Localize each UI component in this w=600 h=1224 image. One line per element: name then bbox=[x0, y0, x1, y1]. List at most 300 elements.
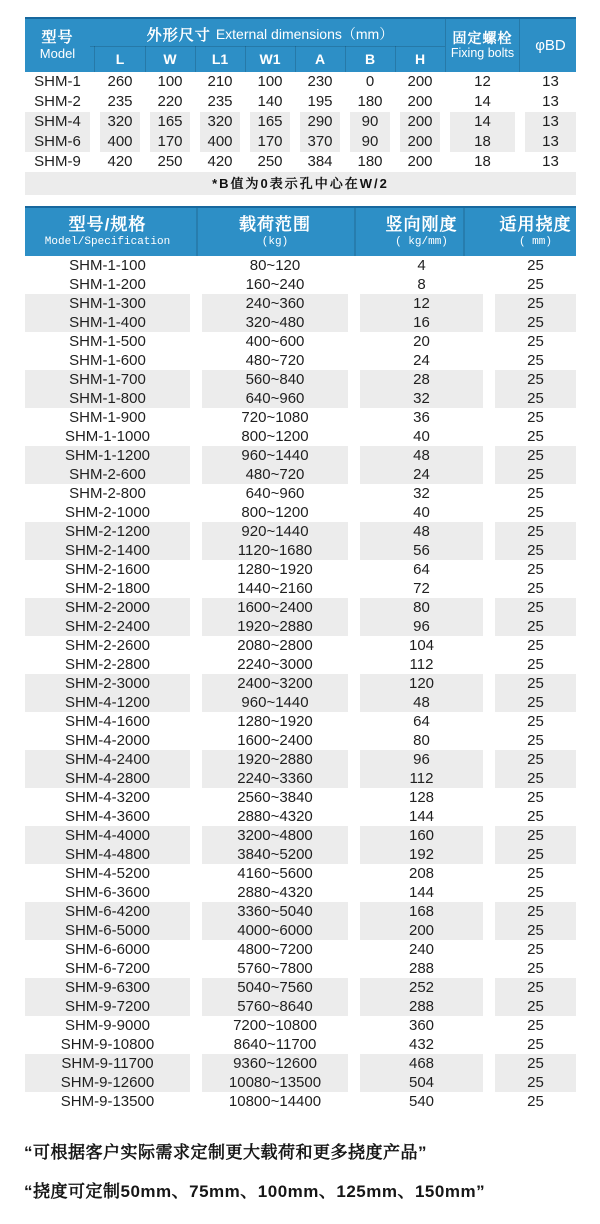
specification-row-cell: 64 bbox=[413, 561, 430, 578]
specification-row-cell: SHM-1-1000 bbox=[64, 428, 151, 445]
divider bbox=[94, 46, 95, 72]
dimensions-row-cell: 235 bbox=[107, 93, 133, 110]
specification-row-cell: 468 bbox=[360, 1054, 483, 1073]
specification-row-cell: 64 bbox=[413, 713, 430, 730]
specification-row-cell: 24 bbox=[360, 465, 483, 484]
specification-row-cell: 25 bbox=[527, 409, 544, 426]
specification-row-cell: 9360~12600 bbox=[202, 1054, 348, 1073]
dimensions-row-cell: 290 bbox=[300, 112, 340, 132]
spec-header-deflection-en: ( mm) bbox=[518, 236, 552, 249]
specification-row-cell: 96 bbox=[360, 617, 483, 636]
specification-row-cell: 25 bbox=[495, 313, 576, 332]
specification-row-cell: 25 bbox=[527, 580, 544, 597]
specification-row-cell: 252 bbox=[360, 978, 483, 997]
specification-row bbox=[25, 1092, 576, 1111]
divider bbox=[245, 46, 246, 72]
specification-row-cell: 25 bbox=[495, 465, 576, 484]
dimensions-row-cell: 200 bbox=[407, 73, 433, 90]
specification-row-cell: 16 bbox=[360, 313, 483, 332]
specification-row bbox=[25, 712, 576, 731]
dimensions-row-cell: 100 bbox=[157, 73, 183, 90]
specification-row-cell: 7200~10800 bbox=[233, 1017, 317, 1034]
specification-row-cell: 25 bbox=[495, 693, 576, 712]
specification-row-cell: 32 bbox=[413, 485, 430, 502]
specification-row-cell: SHM-6-4200 bbox=[25, 902, 190, 921]
specification-row-cell: 25 bbox=[495, 997, 576, 1016]
spec-header-stiffness-en: ( kg/mm) bbox=[395, 236, 448, 249]
specification-row-cell: 540 bbox=[408, 1093, 435, 1110]
model-column-header bbox=[25, 19, 90, 72]
specification-row-cell: SHM-4-3600 bbox=[64, 808, 151, 825]
specification-row-cell: 1280~1920 bbox=[237, 561, 313, 578]
specification-row bbox=[25, 313, 576, 332]
specification-row-cell: 25 bbox=[495, 769, 576, 788]
specification-row-cell: 25 bbox=[527, 561, 544, 578]
specification-row bbox=[25, 1035, 576, 1054]
dimensions-row-cell: 180 bbox=[357, 153, 383, 170]
column-header-A: A bbox=[314, 50, 326, 67]
specification-row bbox=[25, 864, 576, 883]
specification-row-cell: 960~1440 bbox=[202, 693, 348, 712]
specification-row-cell: 112 bbox=[409, 656, 434, 673]
dimensions-row-cell: SHM-9 bbox=[34, 153, 81, 170]
specification-row-cell: 25 bbox=[527, 333, 544, 350]
specification-row bbox=[25, 427, 576, 446]
specification-row-cell: 25 bbox=[495, 750, 576, 769]
specification-row bbox=[25, 503, 576, 522]
dimensions-row-cell: 235 bbox=[207, 93, 233, 110]
divider bbox=[90, 46, 445, 47]
specification-row bbox=[25, 731, 576, 750]
specification-row-cell: 4160~5600 bbox=[237, 865, 313, 882]
specification-row bbox=[25, 978, 576, 997]
specification-row-cell: 1920~2880 bbox=[202, 617, 348, 636]
dimensions-row-cell: 13 bbox=[525, 132, 576, 152]
specification-row-cell: 3360~5040 bbox=[202, 902, 348, 921]
specification-row-cell: 160~240 bbox=[245, 276, 305, 293]
specification-row-cell: 96 bbox=[360, 750, 483, 769]
specification-row-cell: 25 bbox=[527, 1017, 544, 1034]
divider bbox=[345, 46, 346, 72]
specification-row-cell: 25 bbox=[527, 732, 544, 749]
specification-row-cell: SHM-2-1600 bbox=[64, 561, 151, 578]
divider bbox=[463, 208, 465, 256]
specification-row-cell: SHM-4-5200 bbox=[64, 865, 151, 882]
specification-row-cell: 25 bbox=[527, 1093, 544, 1110]
specification-row bbox=[25, 655, 576, 674]
dimensions-row-cell: 320 bbox=[100, 112, 140, 132]
specification-row-cell: 800~1200 bbox=[241, 428, 309, 445]
specification-row-cell: 25 bbox=[527, 504, 544, 521]
specification-row bbox=[25, 446, 576, 465]
specification-row-cell: SHM-2-1000 bbox=[64, 504, 151, 521]
dimensions-row-cell: 400 bbox=[200, 132, 240, 152]
specification-row bbox=[25, 674, 576, 693]
specification-row-cell: 920~1440 bbox=[202, 522, 348, 541]
specification-row bbox=[25, 256, 576, 275]
specification-row-cell: 25 bbox=[495, 978, 576, 997]
divider bbox=[445, 19, 446, 72]
dimensions-row-cell: 0 bbox=[365, 73, 375, 90]
specification-row-cell: 36 bbox=[413, 409, 430, 426]
specification-row-cell: 25 bbox=[527, 960, 544, 977]
specification-row-cell: SHM-9-10800 bbox=[60, 1036, 155, 1053]
dimensions-row-cell: 13 bbox=[542, 93, 559, 110]
bolts-header-en: Fixing bolts bbox=[450, 46, 515, 61]
specification-row-cell: 3200~4800 bbox=[202, 826, 348, 845]
specification-row-cell: 8640~11700 bbox=[233, 1036, 317, 1053]
spec-column-header-load-range bbox=[202, 208, 348, 256]
dimensions-table bbox=[25, 17, 576, 195]
bd-column-header: φBD bbox=[535, 37, 566, 54]
specification-row-cell: 2880~4320 bbox=[237, 808, 313, 825]
column-header-W: W bbox=[163, 50, 177, 67]
spec-header-model-en: Model/Specification bbox=[44, 236, 171, 249]
specification-row-cell: SHM-2-1400 bbox=[25, 541, 190, 560]
dimensions-row-cell: 13 bbox=[542, 73, 559, 90]
dimensions-row-cell: 13 bbox=[525, 112, 576, 132]
dimensions-row-cell: 420 bbox=[207, 153, 233, 170]
dimensions-row-cell: 170 bbox=[150, 132, 190, 152]
specification-row-cell: 25 bbox=[495, 598, 576, 617]
dimensions-row-cell: SHM-6 bbox=[25, 132, 90, 152]
divider bbox=[195, 46, 196, 72]
specification-row-cell: SHM-1-900 bbox=[69, 409, 146, 426]
dimensions-row-cell: 14 bbox=[474, 93, 491, 110]
specification-row-cell: 3840~5200 bbox=[202, 845, 348, 864]
dimensions-row bbox=[25, 72, 576, 92]
specification-row-cell: 200 bbox=[360, 921, 483, 940]
specification-row-cell: 25 bbox=[495, 446, 576, 465]
specification-row-cell: 1600~2400 bbox=[202, 598, 348, 617]
specification-row-cell: 10800~14400 bbox=[228, 1093, 322, 1110]
specification-row-cell: SHM-2-3000 bbox=[25, 674, 190, 693]
specification-row-cell: 2560~3840 bbox=[237, 789, 313, 806]
specification-row-cell: 480~720 bbox=[245, 352, 305, 369]
specification-row-cell: SHM-9-9000 bbox=[64, 1017, 151, 1034]
specification-row bbox=[25, 389, 576, 408]
specification-row-cell: 1280~1920 bbox=[237, 713, 313, 730]
specification-row-cell: SHM-2-2400 bbox=[25, 617, 190, 636]
bolts-header-cn: 固定螺栓 bbox=[452, 29, 513, 46]
specification-row-cell: 240~360 bbox=[202, 294, 348, 313]
dimensions-row-cell: 100 bbox=[257, 73, 283, 90]
specification-row-cell: 40 bbox=[413, 504, 430, 521]
dimensions-row-cell: 165 bbox=[250, 112, 290, 132]
dimensions-row-cell: 200 bbox=[407, 93, 433, 110]
specification-row-cell: 560~840 bbox=[202, 370, 348, 389]
specification-row bbox=[25, 370, 576, 389]
specification-row bbox=[25, 541, 576, 560]
dimensions-row-cell: 320 bbox=[200, 112, 240, 132]
specification-row-cell: SHM-1-400 bbox=[25, 313, 190, 332]
specification-row-cell: 12 bbox=[360, 294, 483, 313]
dimensions-row-cell: 250 bbox=[157, 153, 183, 170]
spec-header-stiffness-cn: 竖向刚度 bbox=[385, 214, 458, 234]
specification-row-cell: 25 bbox=[495, 617, 576, 636]
specification-row-cell: 25 bbox=[527, 713, 544, 730]
specification-row-cell: 640~960 bbox=[202, 389, 348, 408]
specification-row bbox=[25, 940, 576, 959]
spec-header-deflection-cn: 适用挠度 bbox=[499, 214, 572, 234]
specification-row-cell: 960~1440 bbox=[202, 446, 348, 465]
spec-header-load-en: (kg) bbox=[261, 236, 289, 249]
specification-row bbox=[25, 484, 576, 503]
specification-row bbox=[25, 845, 576, 864]
dimensions-row-cell: 180 bbox=[357, 93, 383, 110]
specification-row-cell: 72 bbox=[413, 580, 430, 597]
specification-row-cell: 24 bbox=[413, 352, 430, 369]
specification-row-cell: 1920~2880 bbox=[202, 750, 348, 769]
specification-row-cell: SHM-9-6300 bbox=[25, 978, 190, 997]
specification-row bbox=[25, 902, 576, 921]
footnotes bbox=[24, 1142, 584, 1203]
dimensions-row-cell: 200 bbox=[400, 132, 440, 152]
specification-row-cell: 4800~7200 bbox=[237, 941, 313, 958]
specification-row-cell: SHM-2-600 bbox=[25, 465, 190, 484]
dimensions-row-cell: 13 bbox=[542, 153, 559, 170]
specification-row-cell: 288 bbox=[408, 960, 435, 977]
specification-row-cell: SHM-6-3600 bbox=[64, 884, 151, 901]
dimensions-row bbox=[25, 132, 576, 152]
specification-row bbox=[25, 921, 576, 940]
dimensions-row-cell: SHM-2 bbox=[34, 93, 81, 110]
specification-row-cell: 160 bbox=[360, 826, 483, 845]
divider bbox=[519, 19, 520, 72]
spec-column-header-deflection bbox=[495, 208, 576, 256]
specification-row-cell: 25 bbox=[495, 522, 576, 541]
specification-row-cell: 2240~3000 bbox=[237, 656, 313, 673]
specification-row-cell: 144 bbox=[408, 884, 435, 901]
external-dimensions-title bbox=[90, 19, 450, 45]
dimensions-row-cell: 18 bbox=[450, 132, 515, 152]
specification-row-cell: 192 bbox=[360, 845, 483, 864]
specification-row-cell: SHM-9-11700 bbox=[25, 1054, 190, 1073]
specification-row-cell: SHM-9-12600 bbox=[25, 1073, 190, 1092]
specification-row-cell: SHM-1-100 bbox=[69, 257, 146, 274]
spec-header-model-cn: 型号/规格 bbox=[68, 214, 147, 234]
model-header-cn: 型号 bbox=[41, 29, 74, 47]
specification-row-cell: 4000~6000 bbox=[202, 921, 348, 940]
specification-row-cell: 5760~8640 bbox=[202, 997, 348, 1016]
specification-row-cell: 640~960 bbox=[245, 485, 305, 502]
specification-row-cell: 1440~2160 bbox=[237, 580, 313, 597]
specification-row-cell: SHM-1-800 bbox=[25, 389, 190, 408]
specification-row-cell: 25 bbox=[527, 865, 544, 882]
specification-row bbox=[25, 883, 576, 902]
specification-row bbox=[25, 579, 576, 598]
specification-row bbox=[25, 750, 576, 769]
dimensions-row-cell: 18 bbox=[474, 153, 491, 170]
specification-row-cell: 28 bbox=[360, 370, 483, 389]
divider bbox=[295, 46, 296, 72]
dimensions-row bbox=[25, 112, 576, 132]
column-header-B: B bbox=[364, 50, 376, 67]
model-header-en: Model bbox=[39, 45, 76, 61]
spec-header-load-cn: 载荷范围 bbox=[239, 214, 311, 234]
dims-title-en: External dimensions（mm） bbox=[215, 26, 394, 42]
specification-row-cell: 25 bbox=[527, 808, 544, 825]
specification-row-cell: 25 bbox=[527, 257, 544, 274]
specification-row-cell: 25 bbox=[495, 674, 576, 693]
specification-row-cell: 120 bbox=[360, 674, 483, 693]
specification-row-cell: 800~1200 bbox=[241, 504, 309, 521]
specification-row-cell: SHM-2-2600 bbox=[64, 637, 151, 654]
specification-row-cell: 25 bbox=[495, 541, 576, 560]
dimensions-row-cell: 165 bbox=[150, 112, 190, 132]
specification-row-cell: SHM-4-1200 bbox=[25, 693, 190, 712]
specification-table-body bbox=[25, 256, 576, 1111]
specification-row-cell: SHM-9-13500 bbox=[60, 1093, 155, 1110]
specification-row-cell: SHM-6-7200 bbox=[64, 960, 151, 977]
dimensions-row-cell: 140 bbox=[257, 93, 283, 110]
specification-row-cell: SHM-1-1200 bbox=[25, 446, 190, 465]
specification-row-cell: 208 bbox=[408, 865, 435, 882]
specification-row-cell: 25 bbox=[495, 294, 576, 313]
specification-row-cell: SHM-1-200 bbox=[69, 276, 146, 293]
specification-row-cell: 1120~1680 bbox=[202, 541, 348, 560]
specification-row-cell: SHM-9-7200 bbox=[25, 997, 190, 1016]
specification-row-cell: SHM-2-1800 bbox=[64, 580, 151, 597]
specification-row bbox=[25, 636, 576, 655]
specification-row-cell: 25 bbox=[527, 428, 544, 445]
specification-row-cell: 8 bbox=[417, 276, 426, 293]
specification-row-cell: 2240~3360 bbox=[202, 769, 348, 788]
dimensions-row-cell: 220 bbox=[157, 93, 183, 110]
specification-row bbox=[25, 275, 576, 294]
specification-row-cell: 25 bbox=[527, 352, 544, 369]
dimensions-row-cell: 195 bbox=[307, 93, 333, 110]
dimensions-row-cell: 210 bbox=[207, 73, 233, 90]
specification-row-cell: 25 bbox=[527, 637, 544, 654]
specification-row-cell: 25 bbox=[495, 826, 576, 845]
specification-row-cell: 2880~4320 bbox=[237, 884, 313, 901]
column-header-L: L bbox=[115, 50, 125, 67]
specification-row-cell: 432 bbox=[408, 1036, 435, 1053]
specification-row-cell: 56 bbox=[360, 541, 483, 560]
specification-row bbox=[25, 1054, 576, 1073]
divider bbox=[395, 46, 396, 72]
specification-row-cell: SHM-2-800 bbox=[69, 485, 146, 502]
dims-title-cn: 外形尺寸 bbox=[146, 26, 211, 44]
specification-row-cell: 25 bbox=[495, 921, 576, 940]
specification-row bbox=[25, 408, 576, 427]
specification-row bbox=[25, 997, 576, 1016]
specification-row-cell: 320~480 bbox=[202, 313, 348, 332]
specification-table bbox=[25, 206, 576, 1111]
specification-row bbox=[25, 769, 576, 788]
specification-row-cell: 288 bbox=[360, 997, 483, 1016]
column-header-H: H bbox=[414, 50, 426, 67]
specification-row-cell: 80 bbox=[413, 732, 430, 749]
specification-row-cell: SHM-1-600 bbox=[69, 352, 146, 369]
specification-row-cell: 10080~13500 bbox=[202, 1073, 348, 1092]
specification-row-cell: 504 bbox=[360, 1073, 483, 1092]
dimensions-row-cell: 370 bbox=[300, 132, 340, 152]
fixing-bolts-column-header bbox=[450, 19, 515, 72]
specification-row-cell: 25 bbox=[527, 485, 544, 502]
specification-row-cell: 80 bbox=[360, 598, 483, 617]
specification-row bbox=[25, 560, 576, 579]
specification-row bbox=[25, 1016, 576, 1035]
dimensions-row-cell: 230 bbox=[307, 73, 333, 90]
specification-row-cell: 5760~7800 bbox=[237, 960, 313, 977]
specification-row-cell: 48 bbox=[360, 693, 483, 712]
specification-row-cell: 80~120 bbox=[249, 257, 301, 274]
specification-row-cell: 25 bbox=[527, 276, 544, 293]
specification-row-cell: SHM-4-4800 bbox=[25, 845, 190, 864]
specification-row bbox=[25, 617, 576, 636]
dimensions-table-note: *B值为0表示孔中心在W/2 bbox=[25, 172, 576, 195]
specification-row-cell: 25 bbox=[527, 1036, 544, 1053]
specification-row-cell: SHM-2-2000 bbox=[25, 598, 190, 617]
footnote-custom-load: “可根据客户实际需求定制更大载荷和更多挠度产品” bbox=[24, 1143, 427, 1162]
dimensions-row-cell: 14 bbox=[450, 112, 515, 132]
specification-row-cell: 104 bbox=[408, 637, 435, 654]
specification-row-cell: 48 bbox=[360, 522, 483, 541]
specification-row bbox=[25, 807, 576, 826]
specification-row-cell: SHM-1-500 bbox=[69, 333, 146, 350]
specification-row-cell: 5040~7560 bbox=[202, 978, 348, 997]
dimensions-row-cell: 400 bbox=[100, 132, 140, 152]
specification-row-cell: SHM-2-1200 bbox=[25, 522, 190, 541]
dimensions-row-cell: 384 bbox=[307, 153, 333, 170]
specification-row-cell: 25 bbox=[495, 389, 576, 408]
divider bbox=[354, 208, 356, 256]
dimensions-row-cell: 12 bbox=[474, 73, 491, 90]
specification-row-cell: SHM-4-2400 bbox=[25, 750, 190, 769]
specification-row-cell: 48 bbox=[360, 446, 483, 465]
specification-row-cell: 144 bbox=[408, 808, 435, 825]
dimensions-row-cell: 250 bbox=[257, 153, 283, 170]
specification-row-cell: 2400~3200 bbox=[202, 674, 348, 693]
dimensions-table-body bbox=[25, 72, 576, 172]
specification-row-cell: 25 bbox=[527, 789, 544, 806]
specification-row-cell: 360 bbox=[408, 1017, 435, 1034]
specification-row-cell: 25 bbox=[527, 941, 544, 958]
specification-row-cell: 112 bbox=[360, 769, 483, 788]
dimensions-row-cell: SHM-4 bbox=[25, 112, 90, 132]
specification-row bbox=[25, 1073, 576, 1092]
specification-row-cell: 25 bbox=[527, 884, 544, 901]
specification-row-cell: 25 bbox=[495, 1054, 576, 1073]
dimensions-table-header bbox=[25, 17, 576, 72]
specification-row-cell: SHM-1-300 bbox=[25, 294, 190, 313]
specification-row-cell: 128 bbox=[408, 789, 435, 806]
specification-row-cell: 2080~2800 bbox=[237, 637, 313, 654]
specification-row-cell: SHM-4-3200 bbox=[64, 789, 151, 806]
specification-row-cell: 1600~2400 bbox=[237, 732, 313, 749]
footnote-custom-deflection: “挠度可定制50mm、75mm、100mm、125mm、150mm” bbox=[24, 1182, 486, 1201]
column-header-L1: L1 bbox=[211, 50, 229, 67]
dimensions-row-cell: 260 bbox=[107, 73, 133, 90]
specification-row-cell: SHM-4-2000 bbox=[64, 732, 151, 749]
dimensions-row-cell: 170 bbox=[250, 132, 290, 152]
specification-row-cell: 20 bbox=[413, 333, 430, 350]
dimensions-row bbox=[25, 152, 576, 172]
specification-row-cell: SHM-4-4000 bbox=[25, 826, 190, 845]
dimensions-row bbox=[25, 92, 576, 112]
dimensions-row-cell: 200 bbox=[407, 153, 433, 170]
specification-row-cell: 25 bbox=[495, 1073, 576, 1092]
specification-row-cell: 720~1080 bbox=[241, 409, 309, 426]
specification-row bbox=[25, 522, 576, 541]
dimensions-row-cell: 200 bbox=[400, 112, 440, 132]
specification-row-cell: SHM-2-2800 bbox=[64, 656, 151, 673]
specification-row-cell: SHM-6-5000 bbox=[25, 921, 190, 940]
specification-row bbox=[25, 332, 576, 351]
specification-row-cell: SHM-4-2800 bbox=[25, 769, 190, 788]
